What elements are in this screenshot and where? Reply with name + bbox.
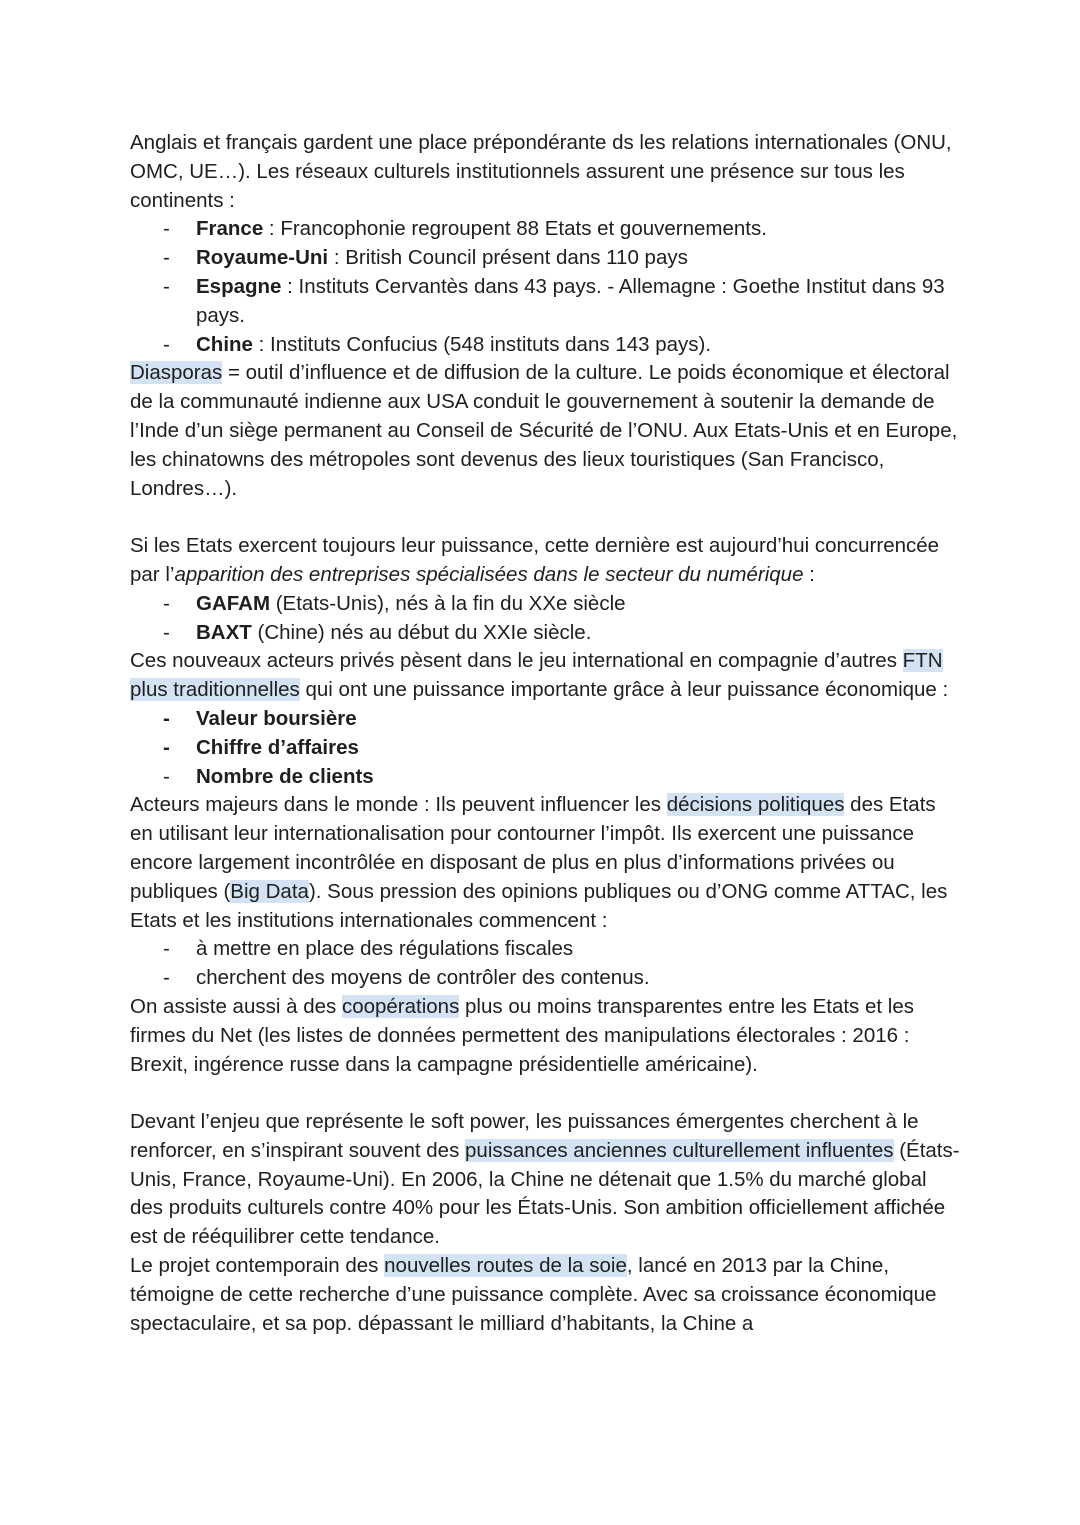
spacer [130,1079,960,1108]
paragraph-languages: Anglais et français gardent une place prépondérante ds les relations internationales (ONU, OMC, UE…). Les réseaux culturels institutionnels assurent une présence sur tous les continents : [130,131,952,212]
highlight: décisions politiques [666,793,845,817]
highlight: nouvelles routes de la soie [384,1254,627,1278]
list-item: - à mettre en place des régulations fiscales [130,935,960,964]
list-item: - France : Francophonie regroupent 88 Etats et gouvernements. [130,215,960,244]
list-item: - Nombre de clients [130,763,960,792]
highlight: coopérations [341,994,460,1018]
paragraph-diasporas: Diasporas = outil d’influence et de diffusion de la culture. Le poids économique et électoral de la communauté indienne aux USA conduit le gouvernement à soutenir la demande de l’Inde d’un siège permanent au Conseil de Sécurité de l’ONU. Aux Etats-Unis et en Europe, les chinatowns des métropoles sont devenus des lieux touristiques (San Francisco, Londres…). [130,361,958,500]
highlight: puissances anciennes culturellement influentes [465,1138,894,1162]
list-item: - BAXT (Chine) nés au début du XXIe siècle. [130,619,960,648]
paragraph-major-actors: Acteurs majeurs dans le monde : Ils peuvent influencer les décisions politiques des Etats en utilisant leur internationalisation pour contourner l’impôt. Ils exercent une puissance encore largement incontrôlée en disposant de plus en plus d’informations privées ou publiques (Big Data). Sous pression des opinions publiques ou d’ONG comme ATTAC, les Etats et les institutions internationales commencent : [130,793,948,932]
list-item: - Valeur boursière [130,705,960,734]
list-item: - Royaume-Uni : British Council présent dans 110 pays [130,244,960,273]
list-item: - Espagne : Instituts Cervantès dans 43 pays. - Allemagne : Goethe Institut dans 93 pays. [130,273,960,331]
paragraph-digital-firms: Si les Etats exercent toujours leur puissance, cette dernière est aujourd’hui concurrencée par l’apparition des entreprises spécialisées dans le secteur du numérique : [130,534,940,586]
document-page [130,129,960,1338]
spacer [130,503,960,532]
list-item: - Chine : Instituts Confucius (548 instituts dans 143 pays). [130,331,960,360]
digital-firms-list [130,590,960,648]
list-item: - cherchent des moyens de contrôler des contenus. [130,964,960,993]
paragraph-silk-roads: Le projet contemporain des nouvelles routes de la soie, lancé en 2013 par la Chine, témoigne de cette recherche d’une puissance complète. Avec sa croissance économique spectaculaire, et sa pop. dépassant le milliard d’habitants, la Chine a [130,1254,937,1335]
highlight: FTN plus traditionnelles [130,649,943,702]
highlight: Big Data [230,879,309,903]
paragraph-private-actors: Ces nouveaux acteurs privés pèsent dans le jeu international en compagnie d’autres FTN plus traditionnelles qui ont une puissance importante grâce à leur puissance économique : [130,649,949,702]
economic-power-list [130,705,960,791]
highlight: Diasporas [130,361,223,385]
cultural-networks-list [130,215,960,359]
list-item: - Chiffre d’affaires [130,734,960,763]
paragraph-cooperations: On assiste aussi à des coopérations plus ou moins transparentes entre les Etats et les firmes du Net (les listes de données permettent des manipulations électorales : 2016 : Brexit, ingérence russe dans la campagne présidentielle américaine). [130,994,914,1076]
regulation-list [130,935,960,993]
list-item: - GAFAM (Etats-Unis), nés à la fin du XXe siècle [130,590,960,619]
paragraph-soft-power: Devant l’enjeu que représente le soft power, les puissances émergentes cherchent à le renforcer, en s’inspirant souvent des puissances anciennes culturellement influentes (États-Unis, France, Royaume-Uni). En 2006, la Chine ne détenait que 1.5% du marché global des produits culturels contre 40% pour les États-Unis. Son ambition officiellement affichée est de rééquilibrer cette tendance. [130,1110,960,1249]
